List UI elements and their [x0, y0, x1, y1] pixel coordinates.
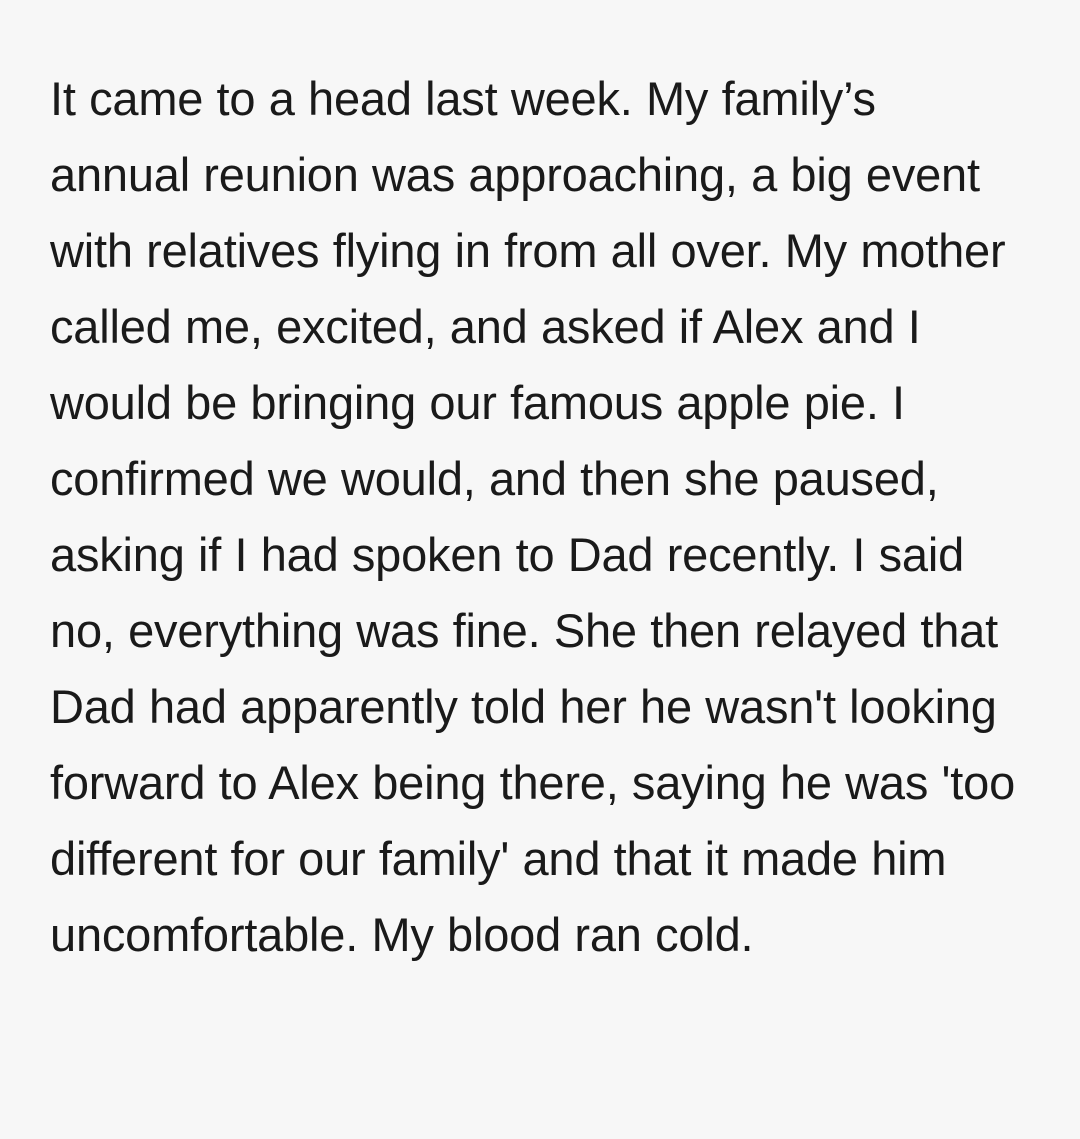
- story-paragraph: It came to a head last week. My family’s annual reunion was approaching, a big event with relatives flying in from all over. My mother called me, excited, and asked if Alex and I would be bringing our famous apple pie. I confirmed we would, and then she paused, asking if I had spoken to Dad recently. I said no, everything was fine. She then relayed that Dad had apparently told her he wasn't looking forward to Alex being there, saying he was 'too different for our family' and that it made him uncomfortable. My blood ran cold.: [50, 72, 1029, 961]
